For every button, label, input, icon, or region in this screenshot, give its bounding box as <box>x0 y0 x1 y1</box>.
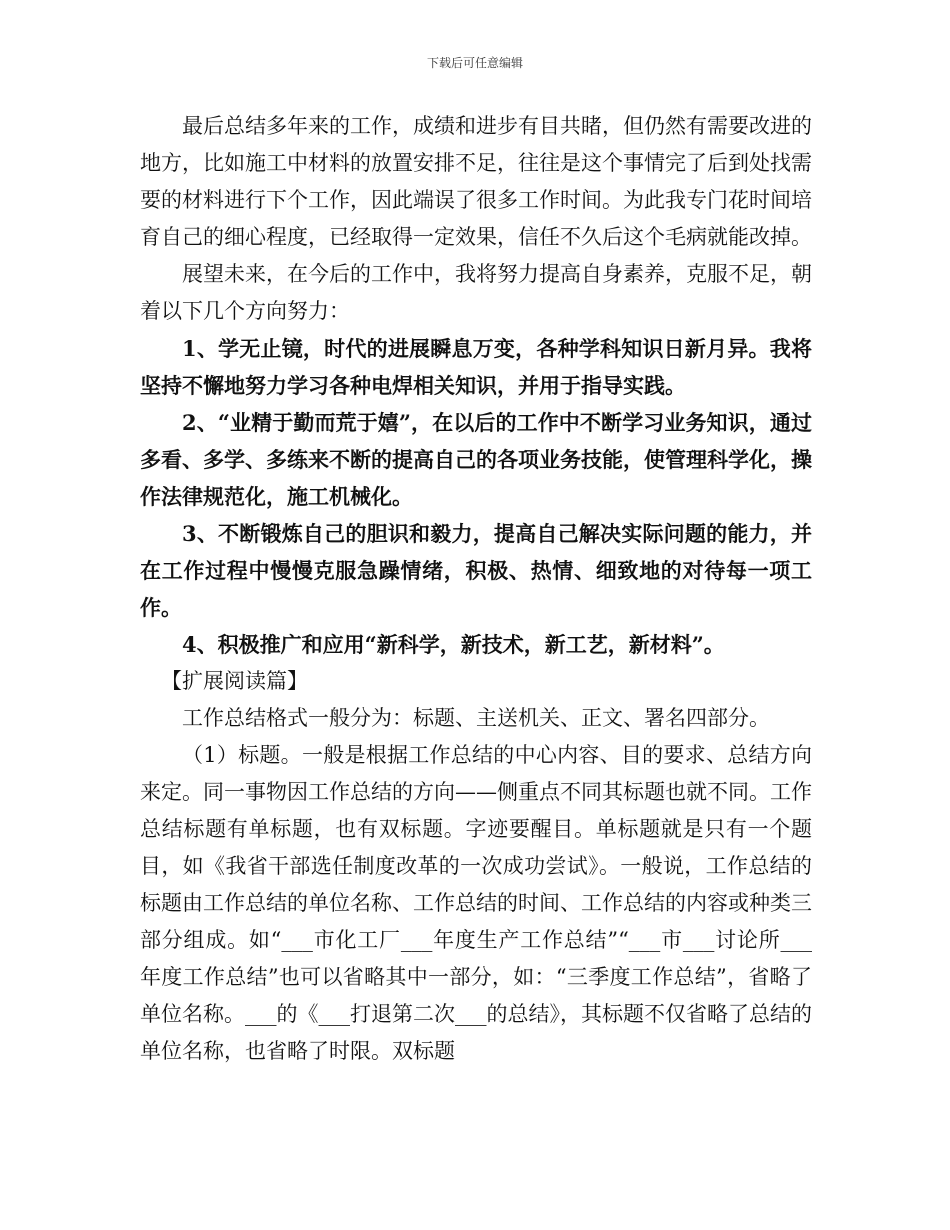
paragraph-summary: 最后总结多年来的工作，成绩和进步有目共睹，但仍然有需要改进的地方，比如施工中材料的放置安排不足，往往是这个事情完了后到处找需要的材料进行下个工作，因此端误了很多工作时间。为此我专门花时间培育自己的细心程度，已经取得一定效果，信任不久后这个毛病就能改掉。 <box>140 114 812 249</box>
paragraph-title-section: （1）标题。一般是根据工作总结的中心内容、目的要求、总结方向来定。同一事物因工作总结的方向——侧重点不同其标题也就不同。工作总结标题有单标题，也有双标题。字迹要醒目。单标题就是只有一个题目，如《我省干部选任制度改革的一次成功尝试》。一般说，工作总结的标题由工作总结的单位名称、工作总结的时间、工作总结的内容或种类三部分组成。如“___市化工厂___年度生产工作总结”“___市___讨论所___年度工作总结”也可以省略其中一部分，如：“三季度工作总结”，省略了单位名称。___的《___打退第二次___的总结》，其标题不仅省略了总结的单位名称，也省略了时限。双标题 <box>140 743 812 1063</box>
paragraph-format-intro: 工作总结格式一般分为：标题、主送机关、正文、署名四部分。 <box>182 706 770 730</box>
paragraph-item-2: 2、“业精于勤而荒于嬉”，在以后的工作中不断学习业务知识，通过多看、多学、多练来不断的提高自己的各项业务技能，使管理科学化，操作法律规范化，施工机械化。 <box>140 410 812 509</box>
section-heading-extended-reading: 【扩展阅读篇】 <box>161 669 308 693</box>
page-header: 下载后可任意编辑 <box>426 56 523 70</box>
paragraph-item-4: 4、积极推广和应用“新科学，新技术，新工艺，新材料”。 <box>182 632 725 657</box>
document-body <box>140 108 812 1070</box>
paragraph-item-1: 1、学无止镜，时代的进展瞬息万变，各种学科知识日新月异。我将坚持不懈地努力学习各种电焊相关知识，并用于指导实践。 <box>140 336 812 398</box>
paragraph-outlook: 展望未来，在今后的工作中，我将努力提高自身素养，克服不足，朝着以下几个方向努力： <box>140 262 812 323</box>
paragraph-item-3: 3、不断锻炼自己的胆识和毅力，提高自己解决实际问题的能力，并在工作过程中慢慢克服急躁情绪，积极、热情、细致地的对待每一项工作。 <box>140 521 812 620</box>
